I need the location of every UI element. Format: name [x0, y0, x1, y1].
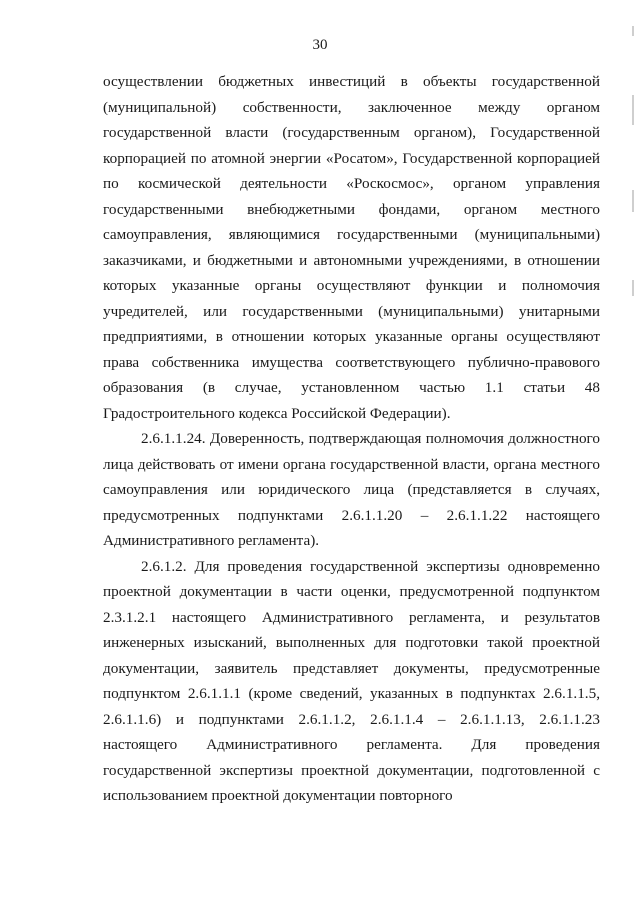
scan-artifact — [632, 95, 634, 125]
scan-artifact — [632, 280, 634, 296]
paragraph-continuation: осуществлении бюджетных инвестиций в объекты государственной (муниципальной) собственности, заключенное между органом государственной власти (государственным органом), Государственной корпорацией по атомной энергии «Росатом», Государственной корпорацией по космической деятельности «Роскосмос», органом управления государственными внебюджетными фондами, органом местного самоуправления, являющимися государственными (муниципальными) заказчиками, и бюджетными и автономными учреждениями, в отношении которых указанные органы осуществляют функции и полномочия учредителей, или государственными (муниципальными) унитарными предприятиями, в отношении которых указанные органы осуществляют права собственника имущества соответствующего публично-правового образования (в случае, установленном частью 1.1 статьи 48 Градостроительного кодекса Российской Федерации). — [103, 73, 600, 422]
scan-artifact — [632, 190, 634, 212]
document-body — [103, 69, 600, 809]
paragraph-2-6-1-2: 2.6.1.2. Для проведения государственной экспертизы одновременно проектной документации в части оценки, предусмотренной подпунктом 2.3.1.2.1 настоящего Административного регламента, и результатов инженерных изысканий, выполненных для подготовки такой проектной документации, заявитель представляет документы, предусмотренные подпунктом 2.6.1.1.1 (кроме сведений, указанных в подпунктах 2.6.1.1.5, 2.6.1.1.6) и подпунктами 2.6.1.1.2, 2.6.1.1.4 – 2.6.1.1.13, 2.6.1.1.23 настоящего Административного регламента. Для проведения государственной экспертизы проектной документации, подготовленной с использованием проектной документации повторного — [103, 557, 600, 804]
page-number: 30 — [312, 37, 328, 53]
paragraph-2-6-1-1-24: 2.6.1.1.24. Доверенность, подтверждающая полномочия должностного лица действовать от имени органа государственной власти, органа местного самоуправления или юридического лица (представляется в случаях, предусмотренных подпунктами 2.6.1.1.20 – 2.6.1.1.22 настоящего Административного регламента). — [103, 430, 600, 549]
scan-artifact — [632, 26, 634, 36]
